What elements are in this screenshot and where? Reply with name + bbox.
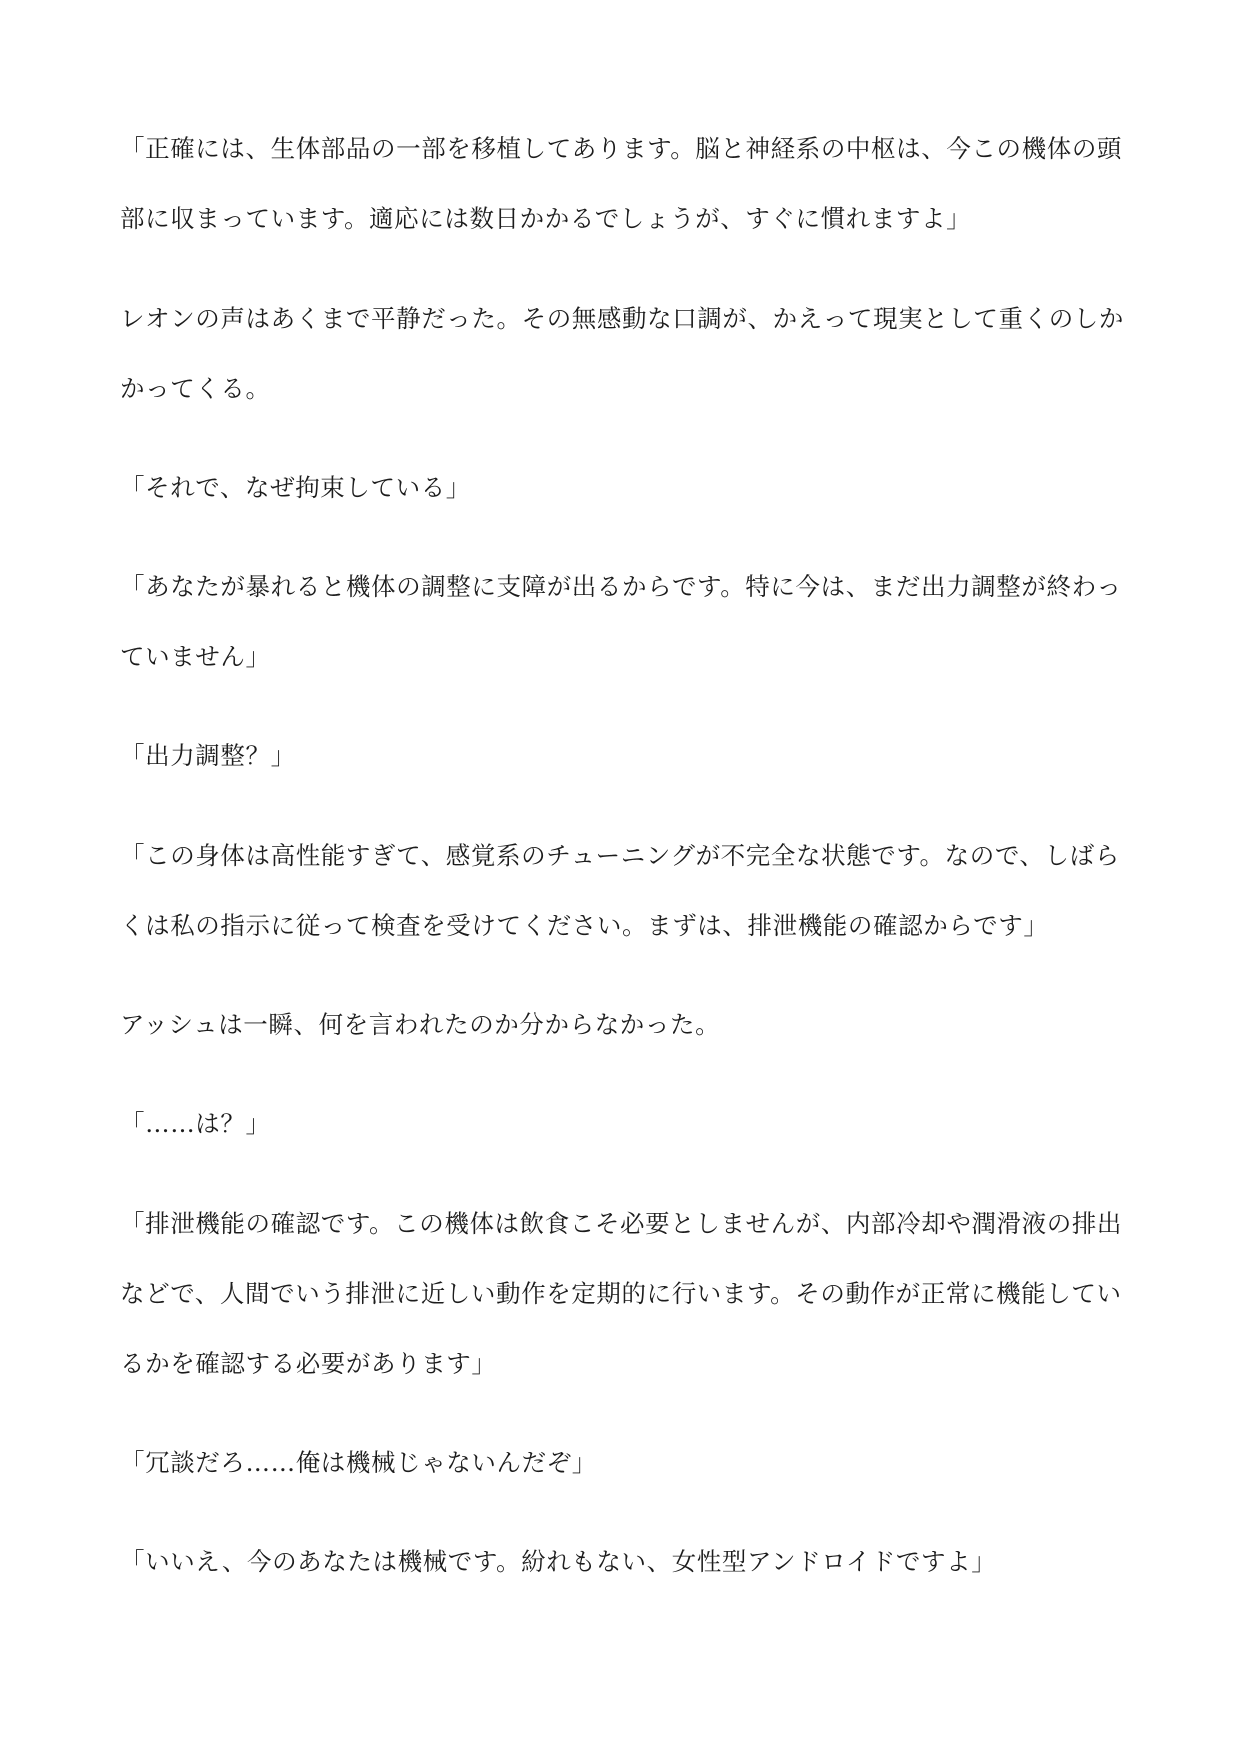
text-line: くは私の指示に従って検査を受けてください。まずは、排泄機能の確認からです」 [120,911,1049,940]
text-line: 「いいえ、今のあなたは機械です。紛れもない、女性型アンドロイドですよ」 [120,1547,997,1576]
text-line: 「排泄機能の確認です。この機体は飲食こそ必要としませんが、内部冷却や潤滑液の排出 [120,1209,1123,1238]
text-line: 「……は？」 [120,1109,271,1138]
text-line: ていません」 [120,642,271,671]
text-line: 「出力調整？」 [120,741,296,770]
text-line: 「冗談だろ……俺は機械じゃないんだぞ」 [120,1448,597,1477]
text-line: かってくる。 [120,374,271,403]
text-line: 「正確には、生体部品の一部を移植してあります。脳と神経系の中枢は、今この機体の頭 [120,134,1123,163]
text-line: 「あなたが暴れると機体の調整に支障が出るからです。特に今は、まだ出力調整が終わっ [120,572,1122,601]
text-line: るかを確認する必要があります」 [120,1349,497,1378]
text-line: 「それで、なぜ拘束している」 [120,473,471,502]
text-line: などで、人間でいう排泄に近しい動作を定期的に行います。その動作が正常に機能してい [120,1279,1122,1308]
text-line: アッシュは一瞬、何を言われたのか分からなかった。 [120,1010,721,1039]
text-line: 部に収まっています。適応には数日かかるでしょうが、すぐに慣れますよ」 [120,204,972,233]
text-line: 「この身体は高性能すぎて、感覚系のチューニングが不完全な状態です。なので、しばら [120,841,1120,870]
text-line: レオンの声はあくまで平静だった。その無感動な口調が、かえって現実として重くのしか [120,304,1124,333]
